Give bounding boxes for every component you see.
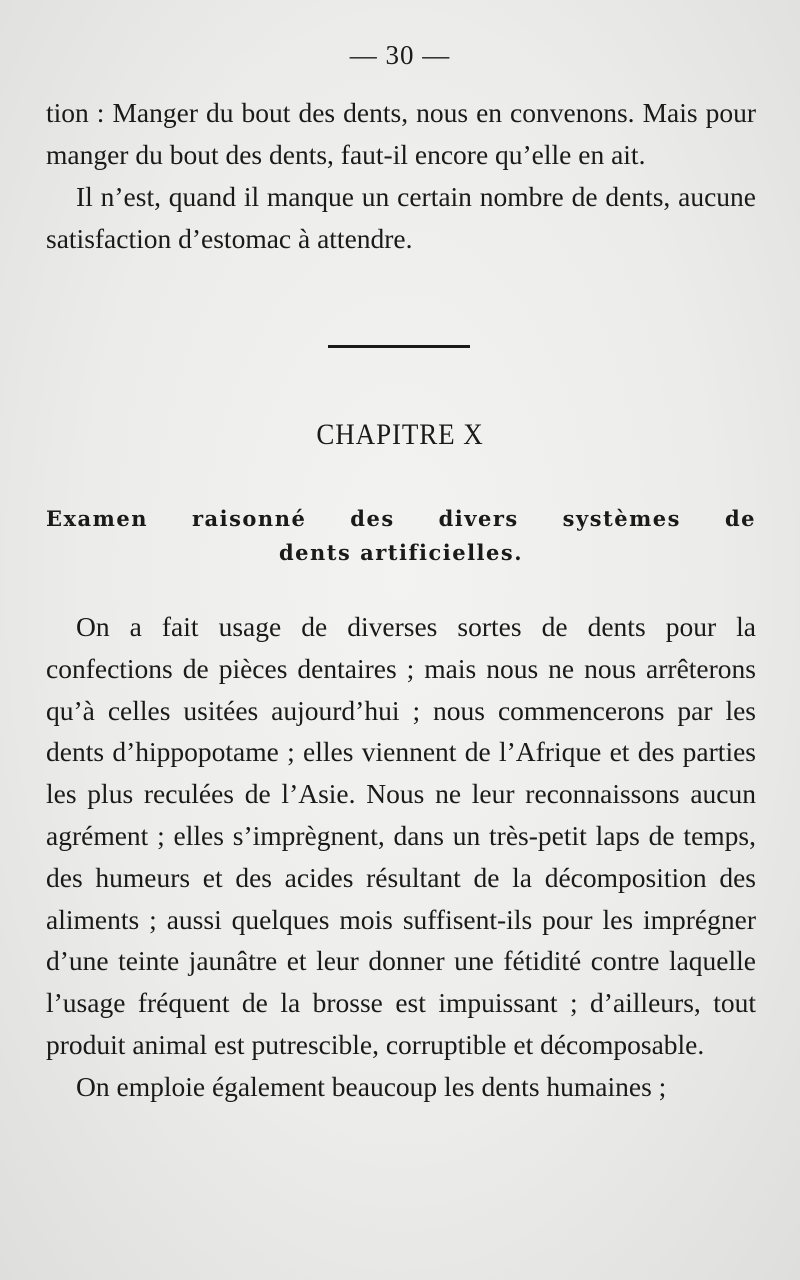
section-title-line-1: Examen raisonné des divers systèmes de	[46, 506, 756, 531]
paragraph-missing-teeth: Il n’est, quand il manque un certain nombre de dents, aucune satisfaction d’estomac à attendre.	[46, 181, 756, 254]
paragraph-hippopotamus-teeth: On a fait usage de diverses sortes de dents pour la confections de pièces dentaires ; mais nous ne nous arrêterons qu’à celles usitées aujourd’hui ; nous commencerons par les dents d’hippopotame ; elles viennent de l’Afrique et des parties les plus reculées de l’Asie. Nous ne leur reconnaissons aucun agrément ; elles s’imprègnent, dans un très-petit laps de temps, des humeurs et des acides résultant de la décomposition des aliments ; aussi quelques mois suffisent-ils pour les imprégner d’une teinte jaunâtre et leur donner une fétidité contre laquelle l’usage fréquent de la brosse est impuissant ; d’ailleurs, tout produit animal est putrescible, corruptible et décomposable.	[46, 611, 756, 1060]
section-divider-rule	[328, 345, 470, 348]
paragraph-human-teeth: On emploie également beaucoup les dents humaines ;	[76, 1070, 667, 1102]
chapter-title: CHAPITRE X	[316, 418, 484, 451]
section-title	[46, 502, 756, 570]
top-text-block	[46, 92, 756, 260]
body-text-block	[46, 606, 756, 1108]
paragraph-continuation: tion : Manger du bout des dents, nous en convenons. Mais pour manger du bout des dents, faut-il encore qu’elle en ait.	[46, 97, 756, 170]
section-title-line-2: dents artificielles.	[278, 540, 524, 565]
page-number: — 30 —	[349, 40, 451, 70]
